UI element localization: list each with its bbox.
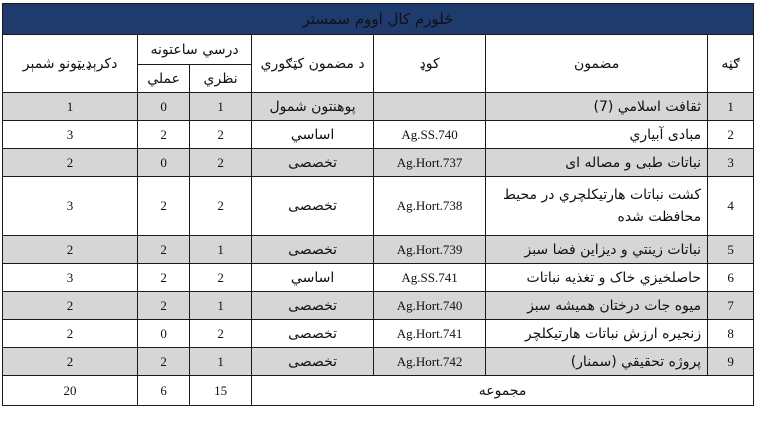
row-practical: 2: [138, 348, 190, 376]
row-code: Ag.SS.740: [374, 121, 486, 149]
header-category: د مضمون کټګوري: [252, 35, 374, 93]
row-category: تخصصی: [252, 348, 374, 376]
row-category: تخصصی: [252, 292, 374, 320]
row-practical: 0: [138, 320, 190, 348]
row-credits: 2: [3, 236, 138, 264]
row-subject: زنجیره ارزش نباتات هارتیکلچر: [486, 320, 708, 348]
row-theory: 1: [190, 348, 252, 376]
table-row: [3, 292, 754, 320]
row-credits: 3: [3, 121, 138, 149]
row-credits: 2: [3, 348, 138, 376]
row-credits: 1: [3, 93, 138, 121]
row-practical: 0: [138, 93, 190, 121]
row-subject: کشت نباتات هارتیکلچري در محیط محافظت شده: [486, 177, 708, 236]
row-theory: 2: [190, 320, 252, 348]
header-credit-hours: درسي ساعتونه: [138, 35, 252, 65]
header-practical: عملي: [138, 65, 190, 93]
row-subject: میوه جات درختان همیشه سبز: [486, 292, 708, 320]
row-theory: 2: [190, 177, 252, 236]
row-code: Ag.Hort.739: [374, 236, 486, 264]
total-credits: 20: [3, 376, 138, 406]
row-code: [374, 93, 486, 121]
row-code: Ag.Hort.738: [374, 177, 486, 236]
total-row: [3, 376, 754, 406]
row-subject: ثقافت اسلامي (7): [486, 93, 708, 121]
table-row: [3, 149, 754, 177]
row-number: 9: [708, 348, 754, 376]
row-practical: 0: [138, 149, 190, 177]
row-credits: 2: [3, 292, 138, 320]
row-number: 6: [708, 264, 754, 292]
row-theory: 1: [190, 236, 252, 264]
row-theory: 1: [190, 93, 252, 121]
row-number: 8: [708, 320, 754, 348]
row-category: تخصصی: [252, 177, 374, 236]
curriculum-table-wrapper: [2, 3, 753, 406]
row-category: تخصصی: [252, 320, 374, 348]
row-subject: نباتات طبی و مصاله ای: [486, 149, 708, 177]
table-row: [3, 348, 754, 376]
header-credits: دکرېډیټونو شمېر: [3, 35, 138, 93]
row-credits: 3: [3, 177, 138, 236]
row-practical: 2: [138, 292, 190, 320]
table-row: [3, 236, 754, 264]
header-subject: مضمون: [486, 35, 708, 93]
row-category: اساسي: [252, 264, 374, 292]
row-practical: 2: [138, 177, 190, 236]
row-theory: 2: [190, 149, 252, 177]
row-practical: 2: [138, 236, 190, 264]
row-number: 7: [708, 292, 754, 320]
header-code: کوډ: [374, 35, 486, 93]
header-theory: نظري: [190, 65, 252, 93]
table-row: [3, 93, 754, 121]
row-number: 5: [708, 236, 754, 264]
row-practical: 2: [138, 264, 190, 292]
table-row: [3, 177, 754, 236]
row-theory: 2: [190, 121, 252, 149]
total-label: مجموعه: [252, 376, 754, 406]
row-credits: 3: [3, 264, 138, 292]
row-number: 2: [708, 121, 754, 149]
row-credits: 2: [3, 320, 138, 348]
row-credits: 2: [3, 149, 138, 177]
total-practical: 6: [138, 376, 190, 406]
table-row: [3, 320, 754, 348]
row-subject: حاصلخیزي خاک و تغذیه نباتات: [486, 264, 708, 292]
row-code: Ag.Hort.737: [374, 149, 486, 177]
row-code: Ag.Hort.742: [374, 348, 486, 376]
row-practical: 2: [138, 121, 190, 149]
table-row: [3, 121, 754, 149]
row-category: تخصصی: [252, 149, 374, 177]
row-category: تخصصی: [252, 236, 374, 264]
row-code: Ag.Hort.740: [374, 292, 486, 320]
table-row: [3, 264, 754, 292]
curriculum-table: [2, 3, 754, 406]
row-code: Ag.SS.741: [374, 264, 486, 292]
row-subject: مبادی آبیاري: [486, 121, 708, 149]
table-title: څلورم کال اووم سمستر: [3, 4, 754, 35]
row-theory: 1: [190, 292, 252, 320]
row-code: Ag.Hort.741: [374, 320, 486, 348]
row-subject: پروژه تحقیقي (سمنار): [486, 348, 708, 376]
total-theory: 15: [190, 376, 252, 406]
row-number: 3: [708, 149, 754, 177]
row-subject: نباتات زینتي و دیزاین فضا سبز: [486, 236, 708, 264]
row-category: پوهنتون شمول: [252, 93, 374, 121]
header-number: ګڼه: [708, 35, 754, 93]
row-category: اساسي: [252, 121, 374, 149]
row-number: 1: [708, 93, 754, 121]
row-number: 4: [708, 177, 754, 236]
row-theory: 2: [190, 264, 252, 292]
